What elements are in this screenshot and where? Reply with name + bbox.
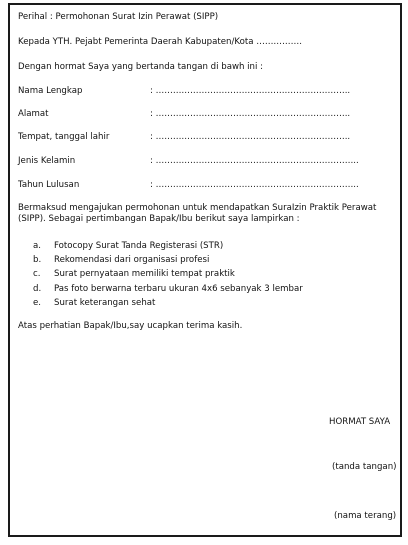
signature-placeholder: (tanda tangan) (332, 462, 397, 472)
addressee-line: Kepada YTH. Pejabt Pemerinta Daerah Kabupaten/Kota ……………. (18, 37, 302, 47)
attachment-item: Surat keterangan sehat (54, 298, 156, 308)
field-fill-jenis-kelamin: : …………………………………………………………….. (150, 156, 359, 166)
subject-line: Perihal : Permohonan Surat Izin Perawat (SIPP) (18, 12, 219, 22)
field-label-jenis-kelamin: Jenis Kelamin (18, 156, 76, 166)
attachment-marker: b. (33, 255, 42, 265)
closing-line: Atas perhatian Bapak/Ibu,say ucapkan terima kasih. (18, 321, 243, 331)
attachment-item: Pas foto berwarna terbaru ukuran 4x6 sebanyak 3 lembar (54, 284, 303, 294)
attachment-item: Fotocopy Surat Tanda Registerasi (STR) (54, 241, 224, 251)
attachment-item: Surat pernyataan memiliki tempat praktik (54, 269, 235, 279)
attachment-marker: c. (33, 269, 41, 279)
field-fill-tahun-lulusan: : …………………………………………………………….. (150, 180, 359, 190)
body-paragraph: Bermaksud mengajukan permohonan untuk mendapatkan SuraIzin Praktik Perawat (SIPP). Sebagai pertimbangan Bapak/Ibu berikut saya lampirkan : (18, 203, 377, 224)
field-fill-nama: : ………………………………………………………….. (150, 86, 351, 96)
field-label-nama: Nama Lengkap (18, 86, 83, 96)
attachment-marker: d. (33, 284, 42, 294)
field-label-tahun-lulusan: Tahun Lulusan (18, 180, 80, 190)
attachment-item: Rekomendasi dari organisasi profesi (54, 255, 210, 265)
name-placeholder: (nama terang) (334, 511, 397, 521)
field-fill-alamat: : ………………………………………………………….. (150, 109, 351, 119)
signature-heading: HORMAT SAYA (329, 417, 391, 427)
greeting-line: Dengan hormat Saya yang bertanda tangan di bawh ini : (18, 62, 264, 72)
field-label-alamat: Alamat (18, 109, 49, 119)
attachment-marker: e. (33, 298, 42, 308)
attachment-marker: a. (33, 241, 41, 251)
field-fill-ttl: : ………………………………………………………….. (150, 132, 351, 142)
field-label-ttl: Tempat, tanggal lahir (18, 132, 110, 142)
